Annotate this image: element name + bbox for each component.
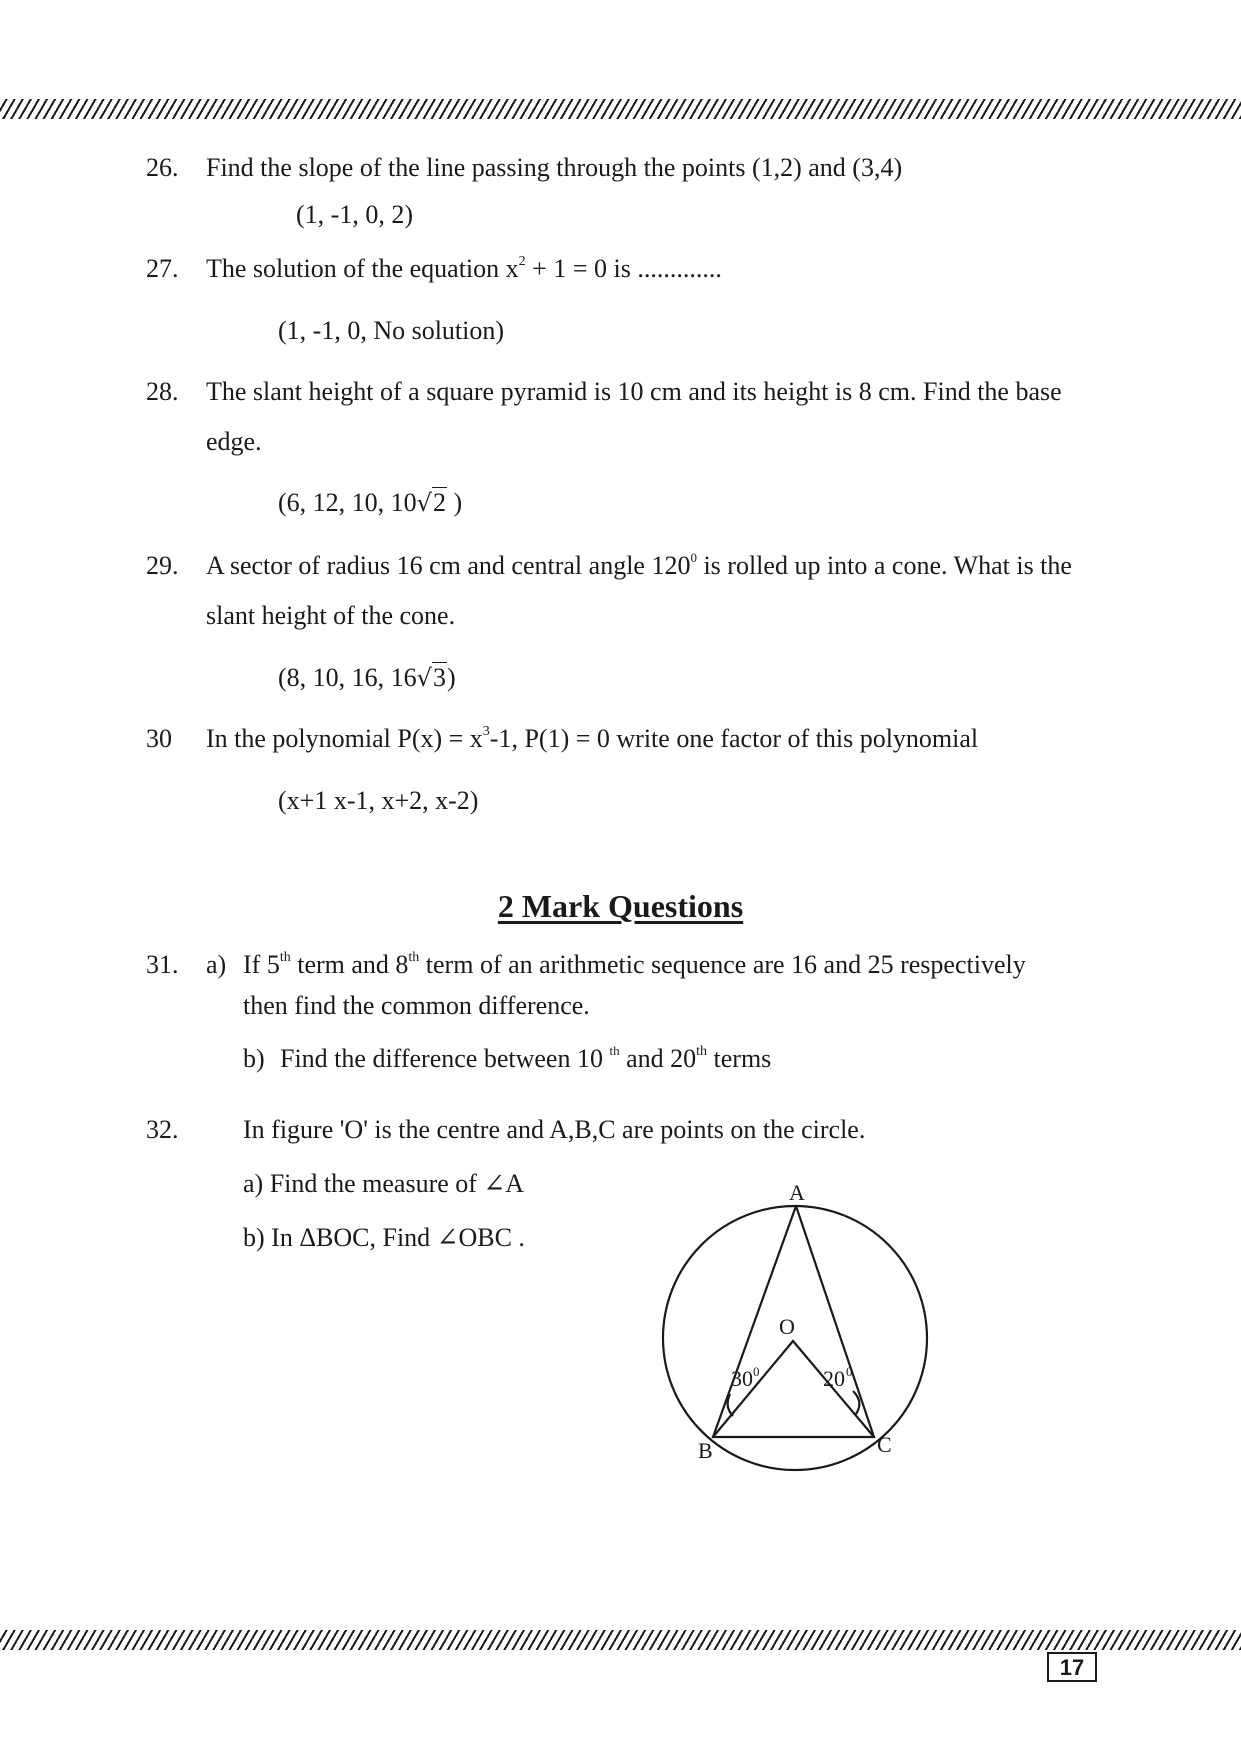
angle-arc-c: [853, 1391, 859, 1414]
circle-outline: [663, 1206, 927, 1470]
q28-text-line2: edge.: [206, 427, 262, 456]
q26-options: (1, -1, 0, 2): [296, 200, 413, 229]
q29-number: 29.: [146, 551, 179, 580]
q32-number: 32.: [146, 1115, 179, 1144]
angle-b-degree: 0: [753, 1364, 760, 1379]
q29-options: (8, 10, 16, 16√3): [278, 663, 456, 692]
label-b: B: [698, 1438, 713, 1463]
q26-text: Find the slope of the line passing through the points (1,2) and (3,4): [206, 153, 903, 182]
q32-intro: In figure 'O' is the centre and A,B,C are points on the circle.: [243, 1115, 866, 1144]
q31-b-text: Find the difference between 10 $^{th}$ and 20th terms: [280, 1043, 772, 1073]
section-heading: 2 Mark Questions: [497, 888, 744, 924]
radical-expression: 16√3: [390, 663, 446, 692]
q31-a-line1: If 5th term and 8th term of an arithmetic sequence are 16 and 25 respectively: [243, 950, 1026, 979]
label-c: C: [877, 1432, 892, 1457]
q28-options: (6, 12, 10, 10√2 ): [278, 488, 463, 517]
q32-part-a: a) Find the measure of ∠A: [243, 1169, 524, 1198]
q30-number: 30: [146, 724, 172, 753]
q28-number: 28.: [146, 377, 179, 406]
q31-b-label: b): [243, 1044, 265, 1073]
q31-number: 31.: [146, 950, 179, 979]
angle-b-value: 30: [731, 1366, 753, 1391]
q29-text-line2: slant height of the cone.: [206, 601, 456, 630]
q28-text-line1: The slant height of a square pyramid is 10 cm and its height is 8 cm. Find the base: [206, 377, 1062, 406]
bottom-hatch-border: [0, 1630, 1241, 1650]
label-a: A: [789, 1180, 805, 1205]
q31-a-line2: then find the common difference.: [243, 991, 590, 1020]
q27-text: The solution of the equation $x^2 + 1 = 0$ is .............: [206, 254, 722, 283]
q27-options: (1, -1, 0, No solution): [278, 316, 505, 345]
angle-c-value: 20: [823, 1366, 845, 1391]
label-o: O: [779, 1314, 795, 1339]
page-number: 17: [1047, 1652, 1097, 1682]
q30-options: (x+1 x-1, x+2, x-2): [278, 786, 479, 815]
angle-c-degree: 0: [846, 1364, 853, 1379]
radical-expression: 10√2: [390, 488, 446, 517]
q31-a-label: a): [206, 950, 227, 979]
q27-number: 27.: [146, 254, 179, 283]
q32-part-b: b) In ΔBOC, Find ∠OBC .: [243, 1223, 525, 1252]
q26-number: 26.: [146, 153, 179, 182]
q29-text-line1: A sector of radius 16 cm and central angle $120^0$ is rolled up into a cone. What is the: [206, 550, 1072, 580]
q30-text: In the polynomial $P(x) = x^3-1$, P(1) = 0 write one factor of this polynomial: [206, 724, 979, 753]
